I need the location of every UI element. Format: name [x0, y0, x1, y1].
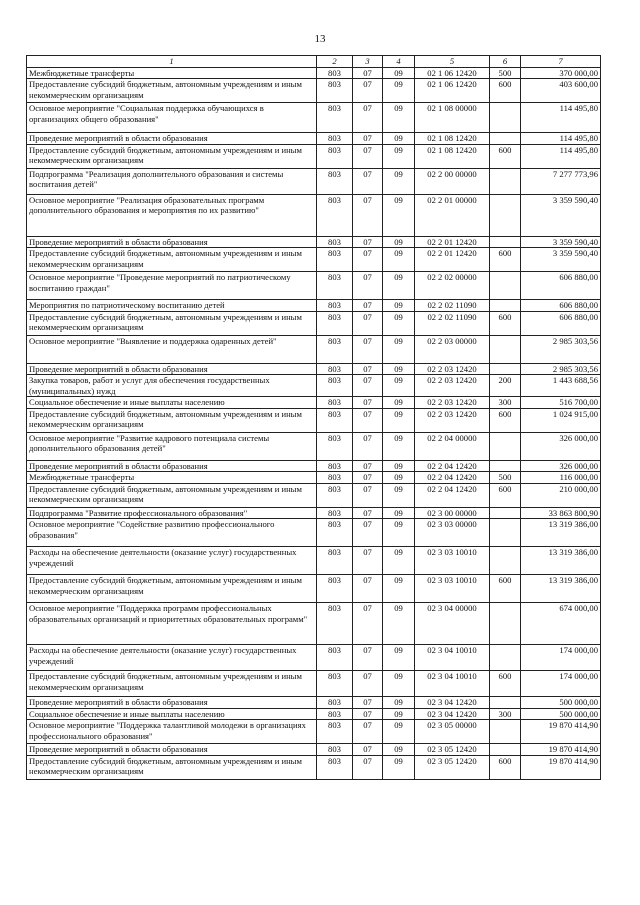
row-section-cell: 07 — [353, 575, 383, 603]
row-amount-cell: 500 000,00 — [521, 708, 601, 720]
row-section-cell: 07 — [353, 472, 383, 484]
table-row — [27, 575, 601, 603]
row-section-cell: 07 — [353, 194, 383, 236]
table-row — [27, 168, 601, 194]
row-name-cell: Предоставление субсидий бюджетным, автономным учреждениям и иным некоммерческим организациям — [27, 483, 317, 507]
row-expense-type-cell: 600 — [490, 483, 521, 507]
row-ministry-code-cell: 803 — [317, 133, 353, 145]
table-row — [27, 144, 601, 168]
row-expense-type-cell — [490, 103, 521, 133]
row-section-cell: 07 — [353, 603, 383, 645]
row-ministry-code-cell: 803 — [317, 335, 353, 363]
row-ministry-code-cell: 803 — [317, 720, 353, 744]
row-target-article-cell: 02 2 03 00000 — [415, 335, 490, 363]
row-name-cell: Основное мероприятие "Выявление и поддержка одаренных детей" — [27, 335, 317, 363]
row-section-cell: 07 — [353, 744, 383, 756]
row-ministry-code-cell: 803 — [317, 300, 353, 312]
table-row — [27, 335, 601, 363]
row-name-cell: Основное мероприятие "Поддержка программ профессиональных образовательных организаций и приоритетных образовательных программ" — [27, 603, 317, 645]
row-expense-type-cell — [490, 272, 521, 300]
row-amount-cell: 606 880,00 — [521, 272, 601, 300]
row-target-article-cell: 02 2 03 12420 — [415, 397, 490, 409]
row-name-cell: Закупка товаров, работ и услуг для обеспечения государственных (муниципальных) нужд — [27, 375, 317, 397]
row-amount-cell: 174 000,00 — [521, 645, 601, 671]
row-subsection-cell: 09 — [383, 547, 415, 575]
row-ministry-code-cell: 803 — [317, 432, 353, 460]
row-expense-type-cell: 600 — [490, 311, 521, 335]
row-target-article-cell: 02 3 04 12420 — [415, 708, 490, 720]
row-ministry-code-cell: 803 — [317, 272, 353, 300]
row-section-cell: 07 — [353, 300, 383, 312]
row-ministry-code-cell: 803 — [317, 397, 353, 409]
row-target-article-cell: 02 3 05 00000 — [415, 720, 490, 744]
row-name-cell: Основное мероприятие "Поддержка талантливой молодежи в организациях профессионального образования" — [27, 720, 317, 744]
row-ministry-code-cell: 803 — [317, 472, 353, 484]
table-row — [27, 248, 601, 272]
row-name-cell: Предоставление субсидий бюджетным, автономным учреждениям и иным некоммерческим организациям — [27, 311, 317, 335]
row-ministry-code-cell: 803 — [317, 547, 353, 575]
row-section-cell: 07 — [353, 408, 383, 432]
row-subsection-cell: 09 — [383, 708, 415, 720]
row-ministry-code-cell: 803 — [317, 671, 353, 697]
row-target-article-cell: 02 3 00 00000 — [415, 507, 490, 519]
row-name-cell: Основное мероприятие "Социальная поддержка обучающихся в организациях общего образования" — [27, 103, 317, 133]
table-row — [27, 133, 601, 145]
row-target-article-cell: 02 2 03 12420 — [415, 375, 490, 397]
row-amount-cell: 370 000,00 — [521, 67, 601, 79]
row-target-article-cell: 02 3 04 12420 — [415, 697, 490, 709]
table-row — [27, 300, 601, 312]
row-section-cell: 07 — [353, 79, 383, 103]
row-section-cell: 07 — [353, 133, 383, 145]
row-subsection-cell: 09 — [383, 363, 415, 375]
row-target-article-cell: 02 2 04 12420 — [415, 472, 490, 484]
row-amount-cell: 516 700,00 — [521, 397, 601, 409]
row-amount-cell: 13 319 386,00 — [521, 519, 601, 547]
row-name-cell: Предоставление субсидий бюджетным, автономным учреждениям и иным некоммерческим организациям — [27, 755, 317, 779]
row-expense-type-cell — [490, 168, 521, 194]
column-header: 6 — [490, 56, 521, 68]
table-row — [27, 697, 601, 709]
row-ministry-code-cell: 803 — [317, 311, 353, 335]
row-subsection-cell: 09 — [383, 335, 415, 363]
row-expense-type-cell — [490, 194, 521, 236]
row-expense-type-cell — [490, 133, 521, 145]
row-expense-type-cell: 300 — [490, 397, 521, 409]
row-name-cell: Подпрограмма "Реализация дополнительного образования и системы воспитания детей" — [27, 168, 317, 194]
row-subsection-cell: 09 — [383, 67, 415, 79]
row-ministry-code-cell: 803 — [317, 708, 353, 720]
table-row — [27, 79, 601, 103]
row-amount-cell: 114 495,80 — [521, 103, 601, 133]
row-section-cell: 07 — [353, 645, 383, 671]
row-name-cell: Проведение мероприятий в области образования — [27, 697, 317, 709]
row-expense-type-cell: 500 — [490, 67, 521, 79]
row-expense-type-cell — [490, 432, 521, 460]
row-section-cell: 07 — [353, 311, 383, 335]
row-ministry-code-cell: 803 — [317, 144, 353, 168]
row-name-cell: Основное мероприятие "Содействие развитию профессионального образования" — [27, 519, 317, 547]
row-subsection-cell: 09 — [383, 194, 415, 236]
row-amount-cell: 1 024 915,00 — [521, 408, 601, 432]
row-expense-type-cell: 200 — [490, 375, 521, 397]
table-row — [27, 547, 601, 575]
row-subsection-cell: 09 — [383, 483, 415, 507]
row-subsection-cell: 09 — [383, 575, 415, 603]
row-ministry-code-cell: 803 — [317, 603, 353, 645]
row-expense-type-cell: 600 — [490, 408, 521, 432]
row-section-cell: 07 — [353, 519, 383, 547]
row-expense-type-cell: 300 — [490, 708, 521, 720]
table-row — [27, 708, 601, 720]
row-name-cell: Проведение мероприятий в области образования — [27, 363, 317, 375]
row-subsection-cell: 09 — [383, 397, 415, 409]
row-name-cell: Социальное обеспечение и иные выплаты населению — [27, 708, 317, 720]
row-name-cell: Подпрограмма "Развитие профессионального образования" — [27, 507, 317, 519]
row-ministry-code-cell: 803 — [317, 363, 353, 375]
row-name-cell: Проведение мероприятий в области образования — [27, 744, 317, 756]
row-target-article-cell: 02 1 06 12420 — [415, 67, 490, 79]
row-expense-type-cell: 600 — [490, 144, 521, 168]
row-subsection-cell: 09 — [383, 603, 415, 645]
row-amount-cell: 500 000,00 — [521, 697, 601, 709]
column-header: 1 — [27, 56, 317, 68]
row-section-cell: 07 — [353, 671, 383, 697]
row-subsection-cell: 09 — [383, 645, 415, 671]
row-amount-cell: 19 870 414,90 — [521, 755, 601, 779]
row-target-article-cell: 02 2 01 00000 — [415, 194, 490, 236]
table-row — [27, 755, 601, 779]
row-name-cell: Расходы на обеспечение деятельности (оказание услуг) государственных учреждений — [27, 547, 317, 575]
row-expense-type-cell — [490, 335, 521, 363]
row-ministry-code-cell: 803 — [317, 103, 353, 133]
row-subsection-cell: 09 — [383, 697, 415, 709]
row-amount-cell: 33 863 800,90 — [521, 507, 601, 519]
row-section-cell: 07 — [353, 103, 383, 133]
row-expense-type-cell — [490, 507, 521, 519]
row-ministry-code-cell: 803 — [317, 194, 353, 236]
row-amount-cell: 606 880,00 — [521, 311, 601, 335]
table-row — [27, 311, 601, 335]
row-expense-type-cell — [490, 236, 521, 248]
row-subsection-cell: 09 — [383, 408, 415, 432]
row-name-cell: Предоставление субсидий бюджетным, автономным учреждениям и иным некоммерческим организациям — [27, 575, 317, 603]
row-expense-type-cell — [490, 363, 521, 375]
table-row — [27, 603, 601, 645]
row-target-article-cell: 02 1 08 12420 — [415, 144, 490, 168]
row-target-article-cell: 02 3 04 10010 — [415, 671, 490, 697]
row-name-cell: Проведение мероприятий в области образования — [27, 236, 317, 248]
row-name-cell: Основное мероприятие "Реализация образовательных программ дополнительного образования и мероприятия по их развитию" — [27, 194, 317, 236]
table-row — [27, 645, 601, 671]
row-section-cell: 07 — [353, 236, 383, 248]
row-amount-cell: 3 359 590,40 — [521, 248, 601, 272]
row-target-article-cell: 02 2 04 00000 — [415, 432, 490, 460]
row-target-article-cell: 02 2 00 00000 — [415, 168, 490, 194]
table-row — [27, 194, 601, 236]
row-target-article-cell: 02 3 03 10010 — [415, 547, 490, 575]
row-amount-cell: 116 000,00 — [521, 472, 601, 484]
row-amount-cell: 210 000,00 — [521, 483, 601, 507]
row-subsection-cell: 09 — [383, 755, 415, 779]
table-row — [27, 432, 601, 460]
row-amount-cell: 3 359 590,40 — [521, 194, 601, 236]
page-number: 13 — [314, 33, 326, 45]
row-section-cell: 07 — [353, 272, 383, 300]
row-amount-cell: 326 000,00 — [521, 460, 601, 472]
row-target-article-cell: 02 2 01 12420 — [415, 248, 490, 272]
row-subsection-cell: 09 — [383, 671, 415, 697]
row-subsection-cell: 09 — [383, 432, 415, 460]
row-subsection-cell: 09 — [383, 103, 415, 133]
table-row — [27, 397, 601, 409]
row-section-cell: 07 — [353, 375, 383, 397]
row-section-cell: 07 — [353, 67, 383, 79]
row-amount-cell: 174 000,00 — [521, 671, 601, 697]
row-subsection-cell: 09 — [383, 519, 415, 547]
row-expense-type-cell — [490, 645, 521, 671]
row-section-cell: 07 — [353, 708, 383, 720]
row-subsection-cell: 09 — [383, 744, 415, 756]
row-name-cell: Проведение мероприятий в области образования — [27, 133, 317, 145]
row-expense-type-cell: 600 — [490, 671, 521, 697]
row-target-article-cell: 02 3 04 10010 — [415, 645, 490, 671]
row-name-cell: Межбюджетные трансферты — [27, 67, 317, 79]
table-row — [27, 375, 601, 397]
row-name-cell: Мероприятия по патриотическому воспитанию детей — [27, 300, 317, 312]
table-row — [27, 460, 601, 472]
row-name-cell: Основное мероприятие "Развитие кадрового потенциала системы дополнительного образования детей" — [27, 432, 317, 460]
row-target-article-cell: 02 2 01 12420 — [415, 236, 490, 248]
row-ministry-code-cell: 803 — [317, 67, 353, 79]
row-ministry-code-cell: 803 — [317, 248, 353, 272]
row-name-cell: Предоставление субсидий бюджетным, автономным учреждениям и иным некоммерческим организациям — [27, 408, 317, 432]
row-target-article-cell: 02 1 08 12420 — [415, 133, 490, 145]
row-section-cell: 07 — [353, 460, 383, 472]
row-expense-type-cell — [490, 720, 521, 744]
row-section-cell: 07 — [353, 697, 383, 709]
row-subsection-cell: 09 — [383, 375, 415, 397]
row-amount-cell: 326 000,00 — [521, 432, 601, 460]
row-section-cell: 07 — [353, 248, 383, 272]
column-header: 2 — [317, 56, 353, 68]
row-amount-cell: 114 495,80 — [521, 133, 601, 145]
row-target-article-cell: 02 2 04 12420 — [415, 460, 490, 472]
row-expense-type-cell — [490, 697, 521, 709]
row-subsection-cell: 09 — [383, 168, 415, 194]
row-target-article-cell: 02 2 02 00000 — [415, 272, 490, 300]
row-subsection-cell: 09 — [383, 300, 415, 312]
table-row — [27, 272, 601, 300]
row-section-cell: 07 — [353, 363, 383, 375]
table-row — [27, 507, 601, 519]
row-section-cell: 07 — [353, 720, 383, 744]
row-subsection-cell: 09 — [383, 507, 415, 519]
table-row — [27, 236, 601, 248]
column-header: 5 — [415, 56, 490, 68]
row-target-article-cell: 02 3 03 00000 — [415, 519, 490, 547]
table-row — [27, 363, 601, 375]
row-subsection-cell: 09 — [383, 472, 415, 484]
row-section-cell: 07 — [353, 755, 383, 779]
table-row — [27, 67, 601, 79]
row-expense-type-cell: 600 — [490, 248, 521, 272]
row-ministry-code-cell: 803 — [317, 460, 353, 472]
row-section-cell: 07 — [353, 144, 383, 168]
table-row — [27, 472, 601, 484]
row-section-cell: 07 — [353, 432, 383, 460]
column-header: 7 — [521, 56, 601, 68]
row-name-cell: Межбюджетные трансферты — [27, 472, 317, 484]
row-name-cell: Предоставление субсидий бюджетным, автономным учреждениям и иным некоммерческим организациям — [27, 671, 317, 697]
row-amount-cell: 3 359 590,40 — [521, 236, 601, 248]
row-expense-type-cell — [490, 519, 521, 547]
row-target-article-cell: 02 2 02 11090 — [415, 300, 490, 312]
row-target-article-cell: 02 3 04 00000 — [415, 603, 490, 645]
row-expense-type-cell — [490, 547, 521, 575]
row-subsection-cell: 09 — [383, 248, 415, 272]
row-name-cell: Предоставление субсидий бюджетным, автономным учреждениям и иным некоммерческим организациям — [27, 248, 317, 272]
row-expense-type-cell — [490, 603, 521, 645]
budget-table — [26, 55, 601, 780]
row-amount-cell: 2 985 303,56 — [521, 363, 601, 375]
row-ministry-code-cell: 803 — [317, 236, 353, 248]
row-subsection-cell: 09 — [383, 311, 415, 335]
row-expense-type-cell — [490, 300, 521, 312]
row-ministry-code-cell: 803 — [317, 755, 353, 779]
row-name-cell: Социальное обеспечение и иные выплаты населению — [27, 397, 317, 409]
row-ministry-code-cell: 803 — [317, 483, 353, 507]
row-subsection-cell: 09 — [383, 144, 415, 168]
table-row — [27, 744, 601, 756]
column-header: 4 — [383, 56, 415, 68]
row-ministry-code-cell: 803 — [317, 575, 353, 603]
row-amount-cell: 1 443 688,56 — [521, 375, 601, 397]
row-expense-type-cell — [490, 460, 521, 472]
row-amount-cell: 13 319 386,00 — [521, 575, 601, 603]
row-ministry-code-cell: 803 — [317, 697, 353, 709]
row-expense-type-cell — [490, 744, 521, 756]
table-row — [27, 519, 601, 547]
table-row — [27, 483, 601, 507]
row-ministry-code-cell: 803 — [317, 408, 353, 432]
row-target-article-cell: 02 3 05 12420 — [415, 744, 490, 756]
row-target-article-cell: 02 2 03 12420 — [415, 408, 490, 432]
row-subsection-cell: 09 — [383, 460, 415, 472]
row-target-article-cell: 02 2 02 11090 — [415, 311, 490, 335]
row-expense-type-cell: 500 — [490, 472, 521, 484]
row-subsection-cell: 09 — [383, 720, 415, 744]
table-row — [27, 720, 601, 744]
row-amount-cell: 674 000,00 — [521, 603, 601, 645]
table-header-row — [27, 56, 601, 68]
row-ministry-code-cell: 803 — [317, 507, 353, 519]
row-section-cell: 07 — [353, 507, 383, 519]
row-expense-type-cell: 600 — [490, 575, 521, 603]
row-name-cell: Предоставление субсидий бюджетным, автономным учреждениям и иным некоммерческим организациям — [27, 144, 317, 168]
table-row — [27, 671, 601, 697]
row-target-article-cell: 02 2 03 12420 — [415, 363, 490, 375]
row-amount-cell: 13 319 386,00 — [521, 547, 601, 575]
row-name-cell: Расходы на обеспечение деятельности (оказание услуг) государственных учреждений — [27, 645, 317, 671]
row-section-cell: 07 — [353, 168, 383, 194]
row-section-cell: 07 — [353, 335, 383, 363]
row-amount-cell: 7 277 773,96 — [521, 168, 601, 194]
row-ministry-code-cell: 803 — [317, 168, 353, 194]
row-amount-cell: 2 985 303,56 — [521, 335, 601, 363]
row-subsection-cell: 09 — [383, 236, 415, 248]
row-target-article-cell: 02 3 03 10010 — [415, 575, 490, 603]
table-body — [27, 67, 601, 779]
table-row — [27, 103, 601, 133]
row-amount-cell: 606 880,00 — [521, 300, 601, 312]
row-expense-type-cell: 600 — [490, 755, 521, 779]
row-target-article-cell: 02 2 04 12420 — [415, 483, 490, 507]
column-header: 3 — [353, 56, 383, 68]
row-ministry-code-cell: 803 — [317, 519, 353, 547]
row-expense-type-cell: 600 — [490, 79, 521, 103]
row-amount-cell: 19 870 414,90 — [521, 720, 601, 744]
row-ministry-code-cell: 803 — [317, 744, 353, 756]
row-ministry-code-cell: 803 — [317, 79, 353, 103]
row-name-cell: Основное мероприятие "Проведение мероприятий по патриотическому воспитанию граждан" — [27, 272, 317, 300]
row-ministry-code-cell: 803 — [317, 645, 353, 671]
row-ministry-code-cell: 803 — [317, 375, 353, 397]
row-target-article-cell: 02 1 08 00000 — [415, 103, 490, 133]
table-row — [27, 408, 601, 432]
row-section-cell: 07 — [353, 483, 383, 507]
row-amount-cell: 114 495,80 — [521, 144, 601, 168]
row-section-cell: 07 — [353, 547, 383, 575]
row-amount-cell: 403 600,00 — [521, 79, 601, 103]
row-subsection-cell: 09 — [383, 133, 415, 145]
row-section-cell: 07 — [353, 397, 383, 409]
row-target-article-cell: 02 3 05 12420 — [415, 755, 490, 779]
row-amount-cell: 19 870 414,90 — [521, 744, 601, 756]
row-target-article-cell: 02 1 06 12420 — [415, 79, 490, 103]
row-name-cell: Предоставление субсидий бюджетным, автономным учреждениям и иным некоммерческим организациям — [27, 79, 317, 103]
row-subsection-cell: 09 — [383, 272, 415, 300]
row-subsection-cell: 09 — [383, 79, 415, 103]
row-name-cell: Проведение мероприятий в области образования — [27, 460, 317, 472]
